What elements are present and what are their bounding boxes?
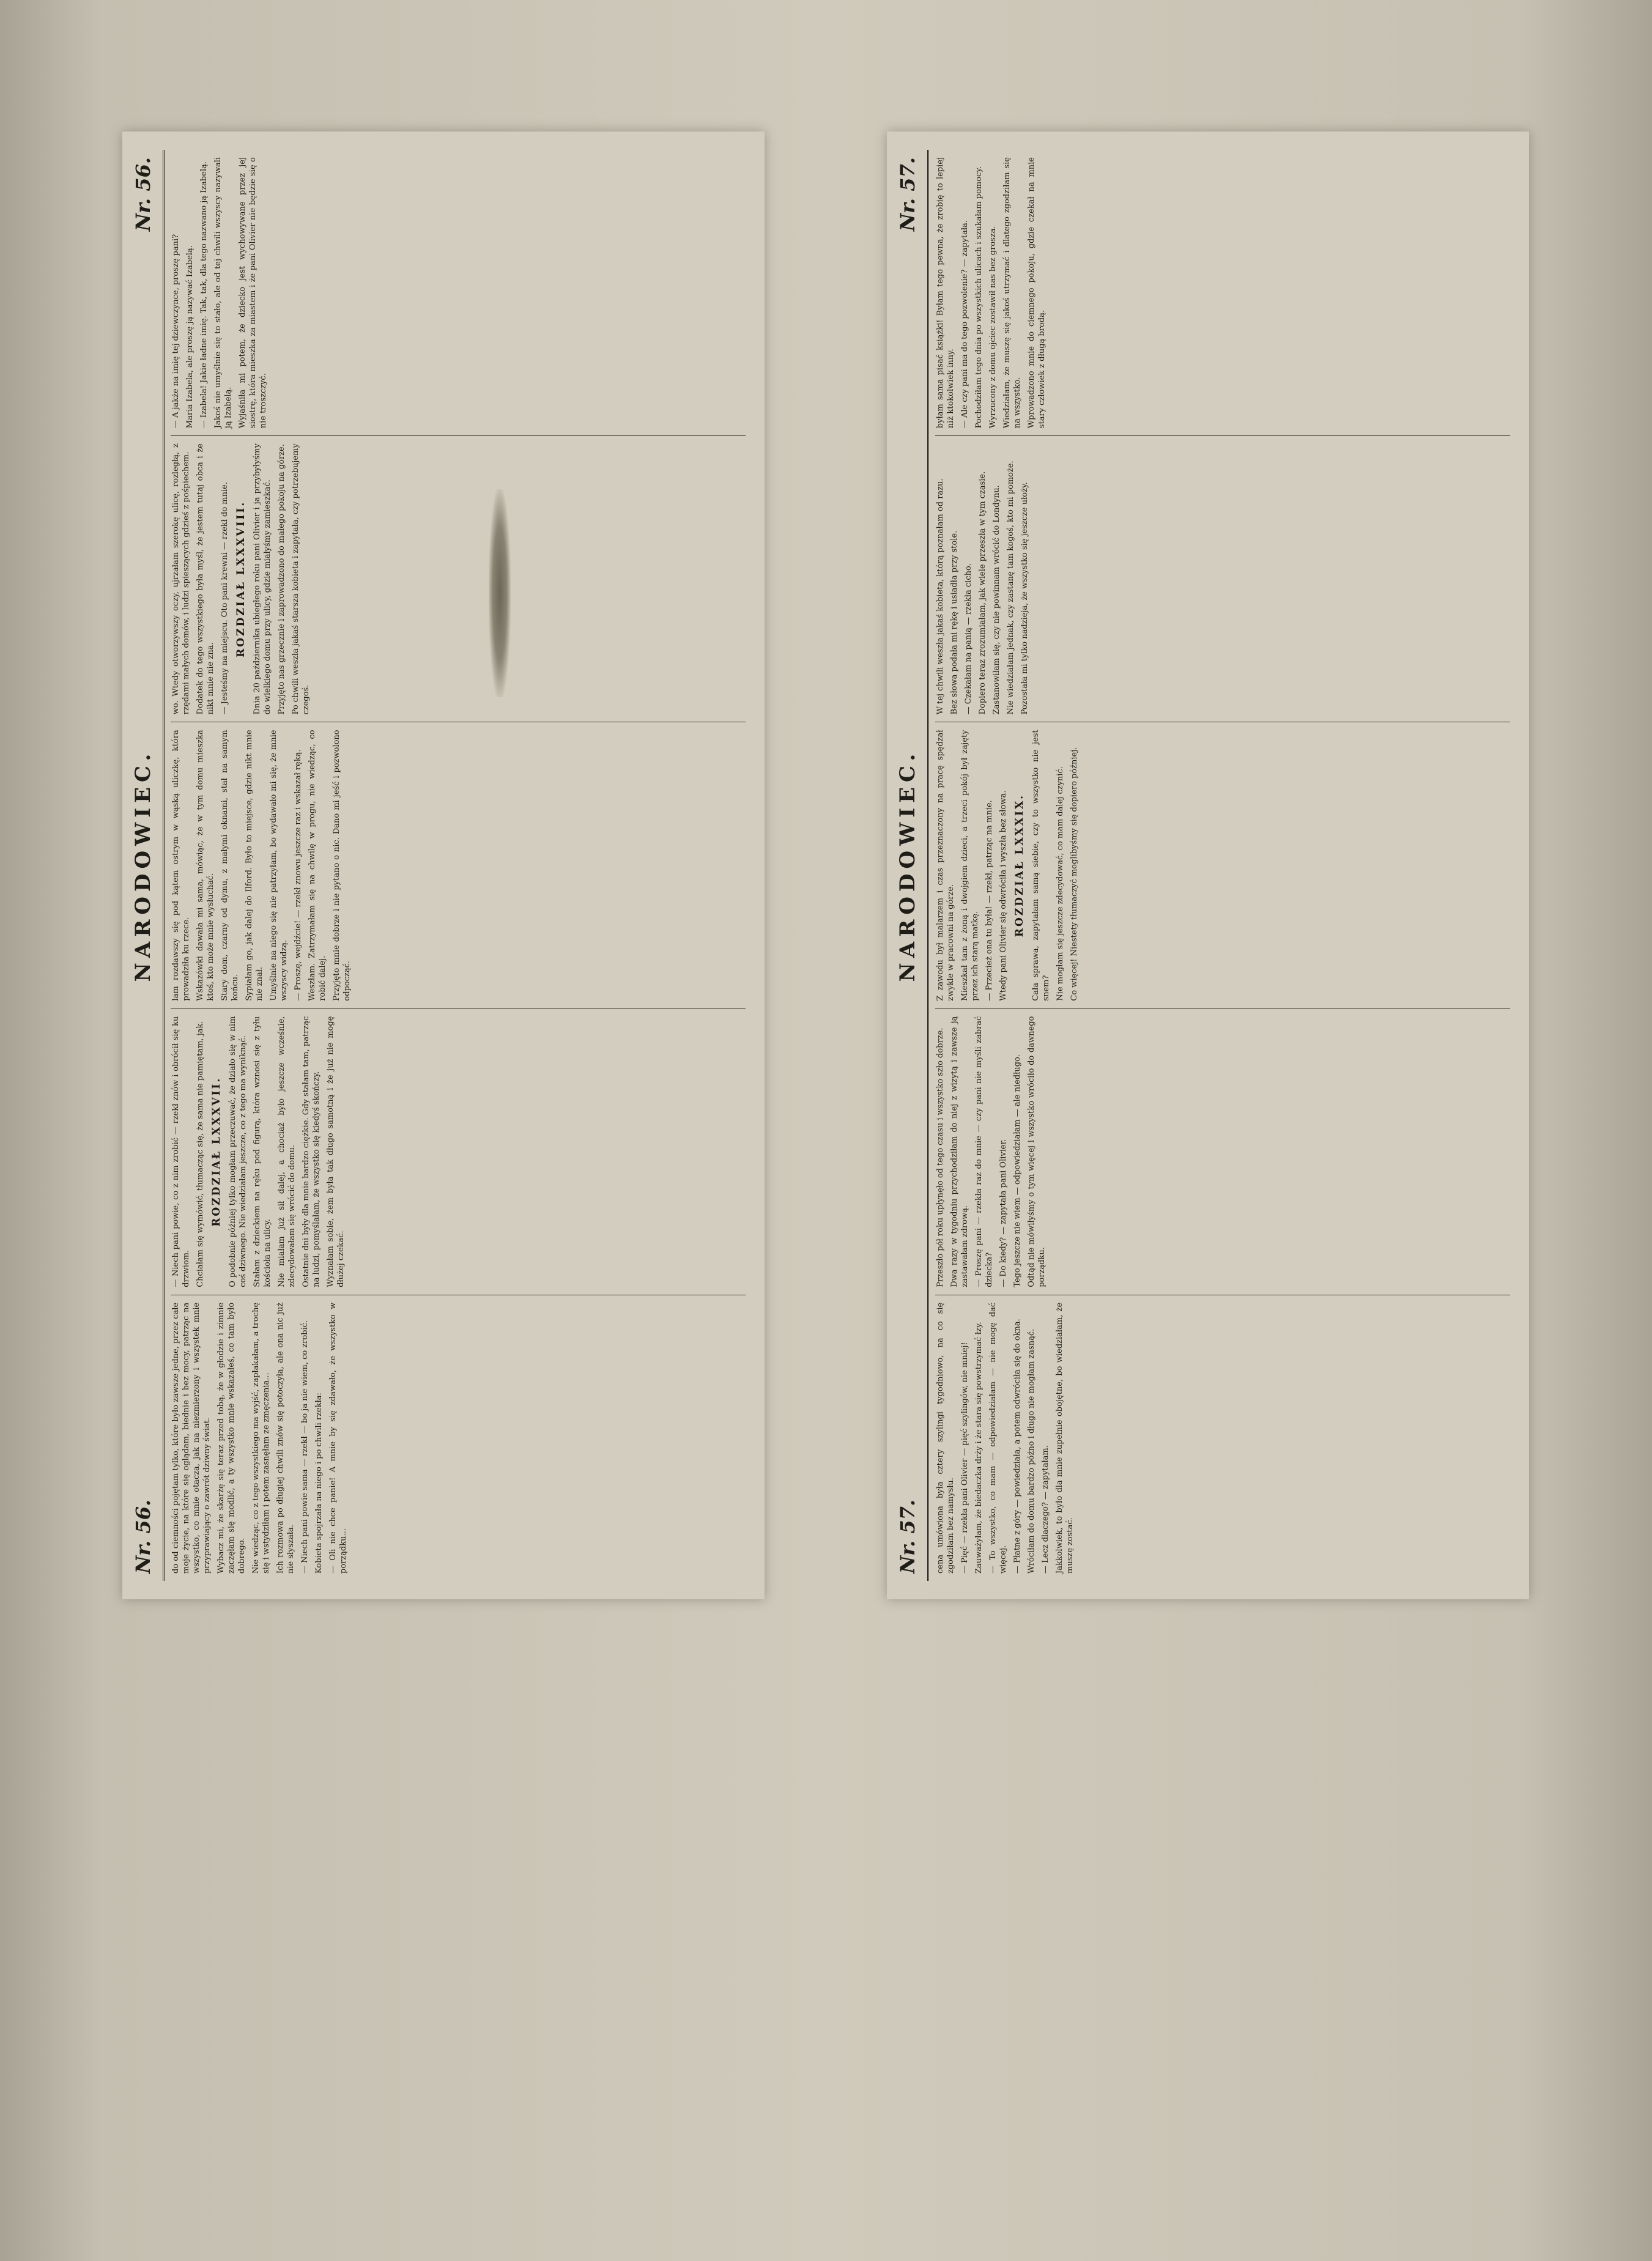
paragraph: W tej chwili weszła jakaś kobieta, którą poznałam od razu. [936,478,945,715]
column-3 [171,722,746,1008]
column-2 [171,1008,746,1295]
column-3 [935,722,1510,1008]
newspaper-page-right [887,131,1529,1599]
issue-number-right: Nr. 56. [131,157,155,232]
text-columns [171,150,746,1581]
paragraph: Przyjęto nas grzecznie i zaprowadzono do małego pokoju na górze. [277,444,286,715]
issue-number-left: Nr. 56. [131,1499,155,1574]
paragraph: — Lecz dlaczego? — zapytałam. [1041,1445,1050,1574]
paragraph: — Jesteśmy na miejscu. Oto pani krewni — rzekł do mnie. [220,482,229,715]
paragraph: — Do kiedy? — zapytała pani Olivier. [999,1139,1008,1287]
paragraph: — To wszystko, co mam — odpowiedziałam — nie mogę dać więcej. [988,1302,1008,1574]
paragraph: Tego jeszcze nie wiem — odpowiedziałam — ale niedługo. [1013,1054,1022,1287]
paragraph: Jakoś nie umyślnie się to stało, ale od tej chwili wszyscy nazywali ją Izabelą. [213,157,233,429]
column-4 [935,435,1510,722]
paragraph: Nie miałam już sił dalej, a chociaż było jeszcze wcześnie, zdecydowałam się wrócić do domu. [277,1016,297,1287]
paragraph: Umyślnie na niego się nie patrzyłam, bo wydawało mi się, że mnie wszyscy widzą. [269,730,289,1001]
column-1 [171,1295,746,1581]
column-1 [935,1295,1510,1581]
paragraph: Jakkolwiek, to było dla mnie zupełnie obojętne, bo wiedziałam, że muszę zostać. [1055,1302,1075,1574]
paragraph: — Niech pani powie sama — rzekł — bo ja nie wiem, co zrobić. [300,1320,309,1574]
paragraph: Przyjęto mnie dobrze i nie pytano o nic. Dano mi jeść i pozwolono odpocząć. [332,730,352,1001]
paragraph: — Płatne z góry — powiedziała, a potem odwróciła się do okna. [1013,1319,1022,1574]
column-2 [935,1008,1510,1295]
paragraph: — Niech pani powie, co z nim zrobić — rzekł znów i obrócił się ku drzwiom. [171,1016,191,1287]
issue-number-left: Nr. 57. [896,1499,919,1574]
paragraph: Maria Izabela, ale proszę ją nazywać Izabelą. [185,245,194,429]
paragraph: Zastanowiłam się, czy nie powinnam wrócić do Londynu. [992,485,1001,715]
paragraph: Wiedziałam, że muszę się jakoś utrzymać i dlatego zgodziłam się na wszystko. [1002,157,1022,429]
paragraph: Ostatnie dni były dla mnie bardzo ciężkie. Gdy stałam tam, patrząc na ludzi, pomyślałam, że wszystko się kiedyś skończy. [302,1016,321,1287]
paragraph: Odtąd nie mówiłyśmy o tym więcej i wszystko wróciło do dawnego porządku. [1027,1016,1046,1287]
paragraph: Dnia 20 października ubiegłego roku pani Olivier i ja przybyłyśmy do wielkiego domu przy ulicy, gdzie miałyśmy zamieszkać. [253,443,272,715]
paragraph: byłam sama pisać książki! Byłam tego pewna, że zrobię to lepiej niż ktokolwiek inny. [936,157,955,429]
paragraph: Chciałam się wymówić, tłumacząc się, że sama nie pamiętam, jak. [196,1021,205,1287]
column-4 [171,435,746,722]
newspaper-page-left [122,131,765,1599]
paragraph: Z zawodu był malarzem i czas przeznaczony na pracę spędzał zwykle w pracowni na górze. [936,730,955,1001]
paragraph: — Proszę pani — rzekła raz do mnie — czy pani nie myśli zabrać dziecka? [974,1016,994,1287]
newspaper-title: NARODOWIEC. [131,749,155,982]
paragraph: cena umówiona była cztery szylingi tygodniowo, na co się zgodziłam bez namysłu. [936,1302,955,1574]
text-columns [935,150,1510,1581]
paragraph: — A jakże na imię tej dziewczynce, proszę pani? [171,234,180,429]
newspaper-title: NARODOWIEC. [895,749,920,982]
paragraph: Cała sprawa, zapytałam samą siebie, czy to wszystko nie jest snem? [1031,730,1051,1001]
paragraph: Zauważyłam, że biedaczka drży i że stara się powstrzymać łzy. [974,1322,983,1574]
page-masthead [131,150,165,1581]
paragraph: wo. Wtedy otworzywszy oczy, ujrzałam szerokę ulicę, rozległą, z rzędami małych domów, i ludzi spieszących gdzieś z pośpiechem. [171,443,191,715]
paragraph: Nie mogłam się jeszcze zdecydować, co mam dalej czynić. [1056,766,1065,1001]
paragraph: Wróciłam do domu bardzo późno i długo nie mogłam zasnąć. [1027,1328,1036,1574]
chapter-heading: ROZDZIAŁ LXXXVII. [210,1076,223,1227]
paragraph: Wybacz mi, że skarżę się teraz przed tobą, że w głodzie i zimnie zaczęłam się modlić, a ty wszystko mnie wskazałeś, co tam było dobrego. [217,1302,246,1574]
paragraph: Ich rozmowa po długiej chwili znów się potoczyła, ale ona nic już nie słyszała. [276,1302,295,1574]
page-content-rotated [887,131,1529,1599]
paragraph: Kobieta spojrzała na niego i po chwili rzekła: [314,1393,324,1574]
page-masthead [895,150,929,1581]
paragraph: Dodatek do tego wszystkiego była myśl, że jestem tutaj obca i że nikt mnie nie zna. [196,443,215,715]
chapter-heading: ROZDZIAŁ LXXXIX. [1013,793,1026,938]
paragraph: Wyznałam sobie, żem była tak długo samotną i że już nie mogę dłużej czekać. [326,1016,346,1287]
paragraph: — Czekałam na panią — rzekła cicho. [964,563,973,715]
paragraph: Dwa razy w tygodniu przychodziłam do niej z wizytą i zawsze ją zastawałam zdrową. [950,1016,969,1287]
paragraph: — Oli nie chce panie! A mnie by się zdawało, że wszystko w porządku... [328,1302,348,1574]
paragraph: Wyjaśniła mi potem, że dziecko jest wychowywane przez jej siostrę, która mieszka za miastem i że pani Olivier nie będzie się o nie troszczyć. [238,157,268,429]
paragraph: Nie wiedziałam jednak, czy zastanę tam kogoś, kto mi pomoże. [1006,461,1015,715]
paragraph: O podobnie później tylko mogłam przeczuwać, że działo się w nim coś dziwnego. Nie wiedziałam jeszcze, co z tego ma wyniknąć. [228,1016,248,1287]
paragraph: — Ale czy pani ma do tego pozwolenie? — zapytała. [960,220,969,429]
page-content-rotated [122,131,765,1599]
chapter-heading: ROZDZIAŁ LXXXVIII. [235,500,247,657]
column-5 [171,150,746,435]
paragraph: Dopiero teraz zrozumiałam, jak wiele przeszła w tym czasie. [978,471,987,715]
issue-number-right: Nr. 57. [896,157,919,232]
paper-damage-stain [489,489,511,697]
paragraph: — Przecież ona tu była! — rzekł, patrząc na mnie. [985,800,994,1001]
column-5 [935,150,1510,435]
paragraph: Pozostała mi tylko nadzieja, że wszystko się jeszcze ułoży. [1020,482,1029,715]
paragraph: — Pięć — rzekła pani Olivier — pięć szylingów, nie mniej! [960,1342,969,1574]
paragraph: Wprowadzono mnie do ciemnego pokoju, gdzie czekał na mnie stary człowiek z długą brodą. [1027,157,1046,429]
paragraph: Weszłam. Zatrzymałam się na chwilę w progu, nie wiedząc, co robić dalej. [308,730,327,1001]
paragraph: — Proszę, wejdźcie! — rzekł znowu jeszcze raz i wskazał ręką. [294,749,303,1001]
paragraph: Bez słowa podała mi rękę i usiadła przy stole. [950,530,959,715]
paragraph: lam rozdawszy się pod kątem ostrym w wąską uliczkę, która prowadziła ku rzece. [171,730,191,1001]
paragraph: Po chwili weszła jakaś starsza kobieta i zapytała, czy potrzebujemy czegoś. [291,443,311,715]
paragraph: Stary dom, czarny od dymu, z małymi oknami, stał na samym końcu. [220,730,240,1001]
paragraph: Przeszło pół roku upłynęło od tego czasu i wszystko szło dobrze. [936,1027,945,1287]
paragraph: do od ciemności pojętam tylko, które było zawsze jedne, przez całe moje życie, na które się oglądam, biednie i bez mocy, patrząc na wszystko, co mnie otacza, jak na niezmierzony i wszystek mnie przyprawiający o zawrót dziwny świat. [171,1302,212,1574]
paragraph: Wtedy pani Olivier się odwróciła i wyszła bez słowa. [999,790,1008,1001]
paragraph: Stałam z dzieckiem na ręku pod figurą, która wznosi się z tyłu kościoła na ulicy. [253,1016,272,1287]
paragraph: Co więcej! Niestety tłumaczyć moglibyśmy się dopiero później. [1070,747,1079,1001]
paragraph: — Izabela! Jakie ładne imię. Tak, tak, dla tego nazwano ją Izabelą. [199,161,209,429]
paragraph: Wskazówki dawała mi sama, mówiąc, że w tym domu mieszka ktoś, kto może mnie wysłuchać. [196,730,215,1001]
paragraph: Sypiałam go, jak dalej do Ilford. Było to miejsce, gdzie nikt mnie nie znał. [245,730,264,1001]
paragraph: Wyrzucony z domu ojciec zostawił nas bez grosza. [988,226,998,429]
paragraph: Mieszkał tam z żoną i dwojgiem dzieci, a trzeci pokój był zajęty przez ich starą matkę. [960,730,980,1001]
paragraph: Pochodziłam tego dnia po wszystkich ulicach i szukałam pomocy. [974,166,983,429]
paragraph: Nie wiedząc, co z tego wszystkiego ma wyjść, zapłakałam, a trochę się i wstydziłam i potem zasnęłam ze zmęczenia... [251,1302,271,1574]
